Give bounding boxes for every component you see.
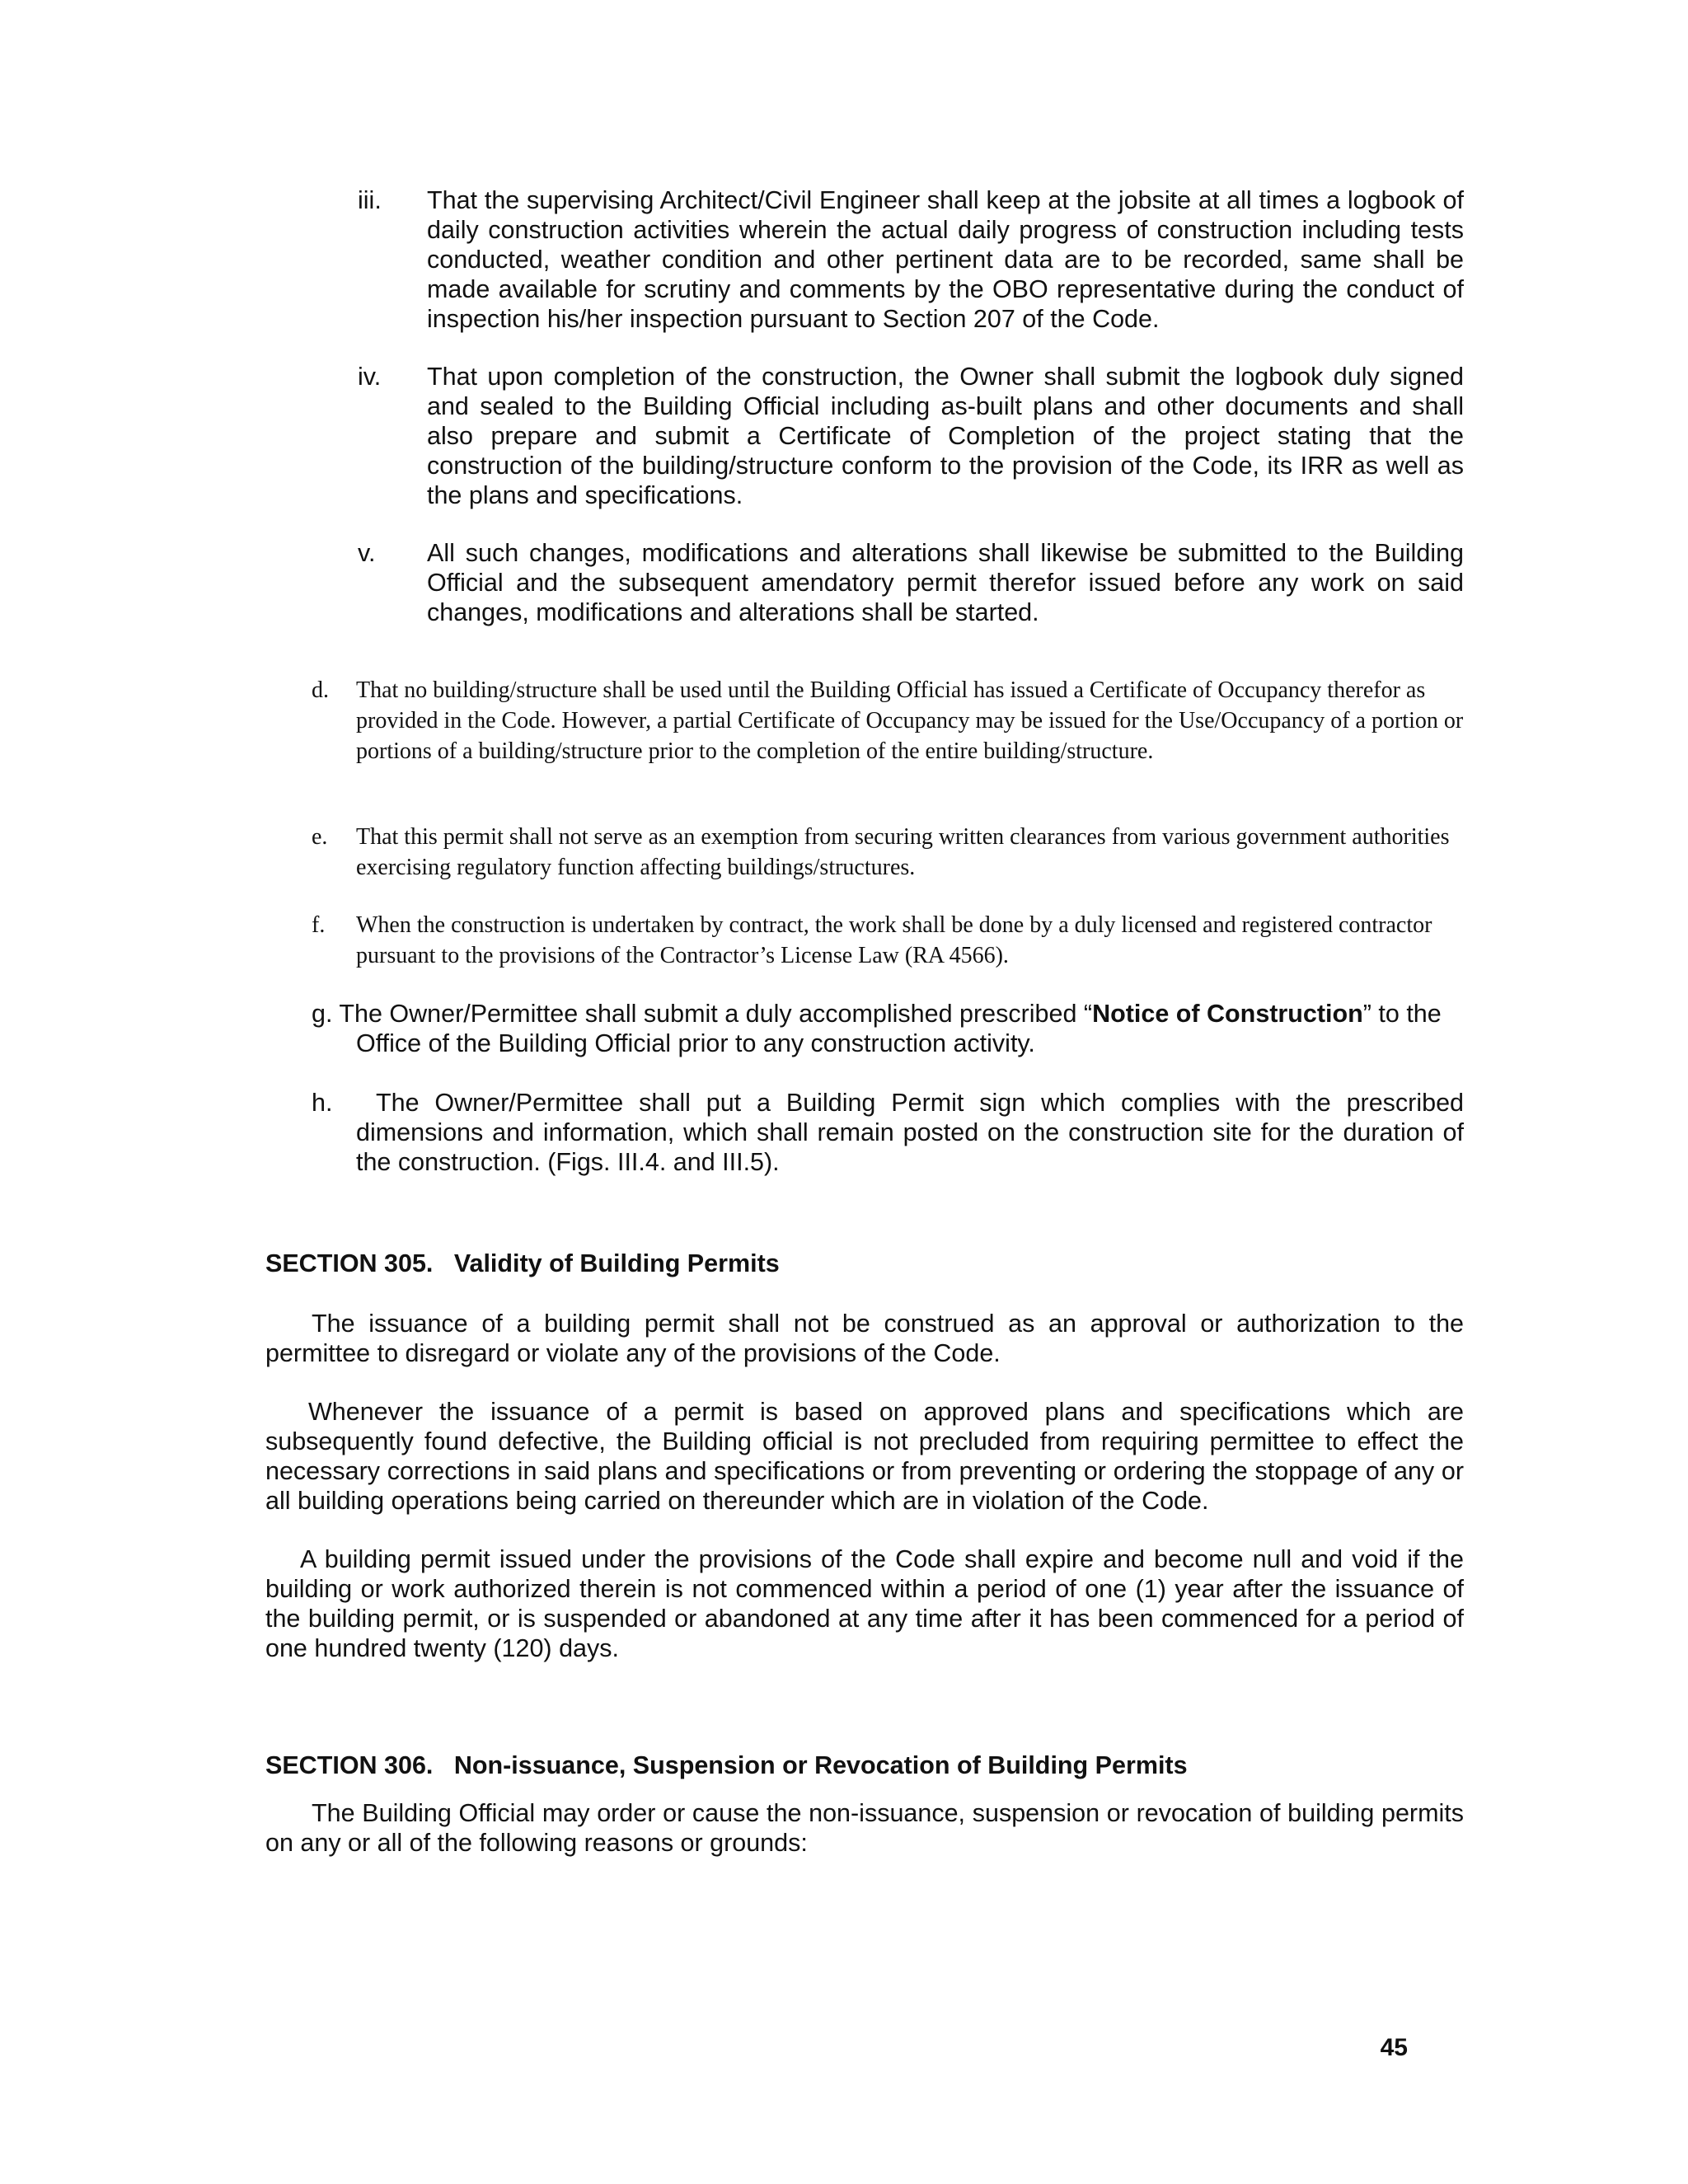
item-iii-label: iii. bbox=[358, 186, 382, 214]
page-number: 45 bbox=[1380, 2034, 1408, 2061]
item-v-label: v. bbox=[358, 539, 376, 567]
item-iii-text: That the supervising Architect/Civil Engineer shall keep at the jobsite at all times a logbook of daily construction activities wherein the actual daily progress of construction including tests conducted, weather condition and other pertinent data are to be recorded, same shall be made available for scrutiny and comments by the OBO representative during the conduct of inspection his/her inspection pursuant to Section 207 of the Code. bbox=[427, 186, 1464, 333]
item-iv-label: iv. bbox=[358, 363, 382, 391]
item-g-text-after: ” to the Office of the Building Official prior to any construction activity. bbox=[356, 1000, 1442, 1057]
section-305-paragraph-3: A building permit issued under the provisions of the Code shall expire and become null and void if the building or work authorized therein is not commenced within a period of one (1) year after the issuance of the building permit, or is suspended or abandoned at any time after it has been commenced for a period of one hundred twenty (120) days. bbox=[265, 1545, 1464, 1662]
section-305-heading: SECTION 305. Validity of Building Permits bbox=[265, 1249, 780, 1277]
item-h-label: h. bbox=[312, 1089, 333, 1117]
item-iv-text: That upon completion of the construction, the Owner shall submit the logbook duly signed and sealed to the Building Official including as-built plans and other documents and shall also prepare and submit a Certificate of Completion of the project stating that the construction of the building/structure conform to the provision of the Code, its IRR as well as the plans and specifications. bbox=[427, 363, 1464, 509]
item-e-label: e. bbox=[312, 824, 328, 850]
item-h-text: The Owner/Permittee shall put a Building Permit sign which complies with the prescribed dimensions and information, which shall remain posted on the construction site for the duration of the construction. (Figs. III.4. and III.5). bbox=[356, 1089, 1464, 1176]
item-v-text: All such changes, modifications and alterations shall likewise be submitted to the Building Official and the subsequent amendatory permit therefor issued before any work on said changes, modifications and alterations shall be started. bbox=[427, 539, 1464, 626]
item-f-label: f. bbox=[312, 912, 326, 938]
item-f-text: When the construction is undertaken by contract, the work shall be done by a duly licensed and registered contractor pursuant to the provisions of the Contractor’s License Law (RA 4566). bbox=[356, 912, 1432, 968]
section-306-heading: SECTION 306. Non-issuance, Suspension or Revocation of Building Permits bbox=[265, 1751, 1188, 1779]
item-d-text: That no building/structure shall be used until the Building Official has issued a Certificate of Occupancy therefor as provided in the Code. However, a partial Certificate of Occupancy may be issued for the Use/Occupancy of a portion or portions of a building/structure prior to the completion of the entire building/structure. bbox=[356, 677, 1464, 764]
notice-of-construction: Notice of Construction bbox=[1092, 1000, 1363, 1028]
item-g-label: g. bbox=[312, 1000, 333, 1028]
item-e-text: That this permit shall not serve as an exemption from securing written clearances from various government authorities exercising regulatory function affecting buildings/structures. bbox=[356, 824, 1450, 880]
section-305-paragraph-1: The issuance of a building permit shall not be construed as an approval or authorization to the permittee to disregard or violate any of the provisions of the Code. bbox=[265, 1310, 1464, 1367]
item-g-text-before: The Owner/Permittee shall submit a duly accomplished prescribed “ bbox=[339, 1000, 1093, 1028]
item-g bbox=[312, 999, 1464, 1058]
item-d-label: d. bbox=[312, 677, 329, 703]
section-305-paragraph-2: Whenever the issuance of a permit is based on approved plans and specifications which are subsequently found defective, the Building official is not precluded from requiring permittee to effect the necessary corrections in said plans and specifications or from preventing or ordering the stoppage of any or all building operations being carried on thereunder which are in violation of the Code. bbox=[265, 1398, 1464, 1515]
section-306-paragraph-1: The Building Official may order or cause the non-issuance, suspension or revocation of building permits on any or all of the following reasons or grounds: bbox=[265, 1799, 1464, 1857]
